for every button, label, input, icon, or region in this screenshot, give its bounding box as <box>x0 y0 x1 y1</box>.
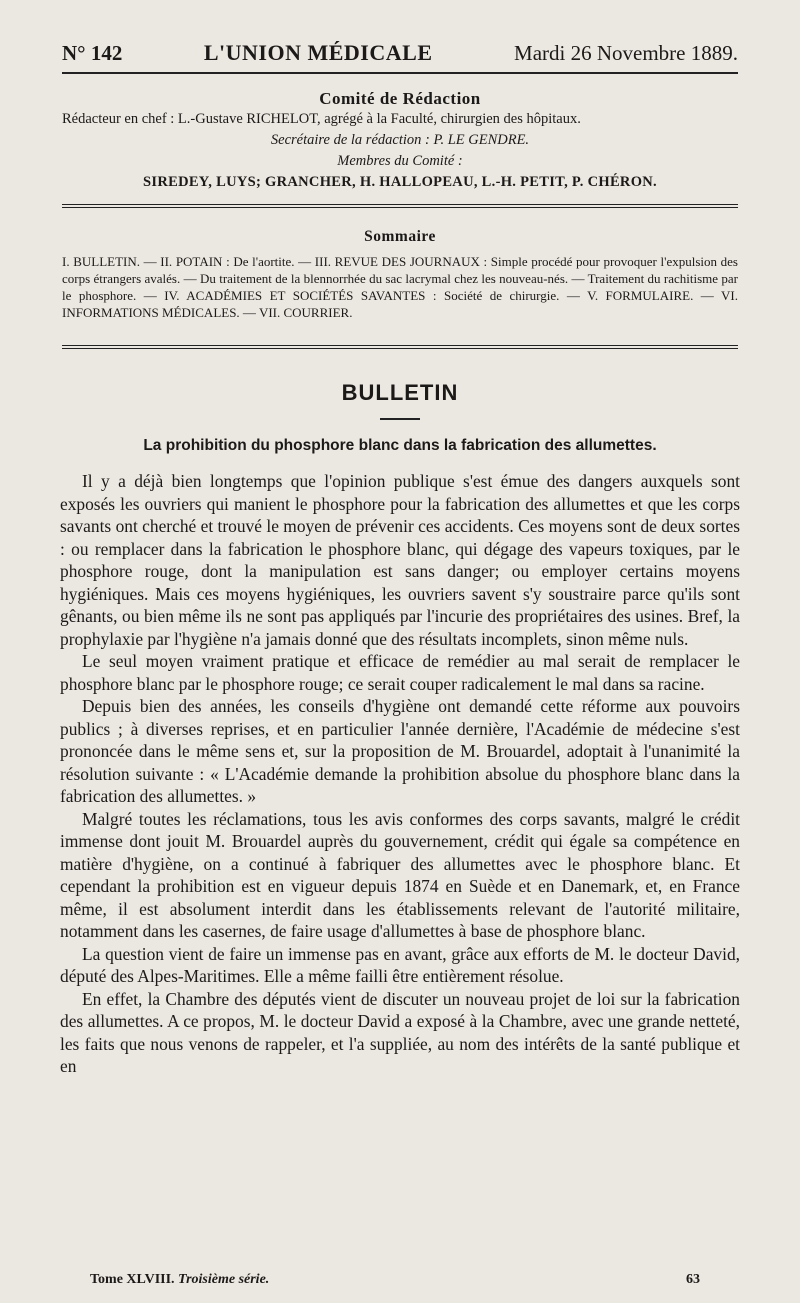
page-header <box>62 40 738 66</box>
journal-title: L'UNION MÉDICALE <box>203 40 433 65</box>
summary-rule <box>62 345 738 349</box>
issue-number: N° 142 <box>62 41 123 65</box>
bulletin-heading: BULLETIN <box>341 380 459 405</box>
editorial-secretary: Secrétaire de la rédaction : P. LE GENDRE. <box>270 132 530 148</box>
issue-date: Mardi 26 Novembre 1889. <box>514 41 738 65</box>
page-number: 63 <box>686 1272 700 1287</box>
article-paragraph: La question vient de faire un immense pas en avant, grâce aux efforts de M. le docteur David, député des Alpes-Maritimes. Elle a même failli être entièrement résolue. <box>60 943 740 986</box>
tome-label: Tome XLVIII. <box>90 1272 175 1287</box>
article-paragraph: Le seul moyen vraiment pratique et efficace de remédier au mal serait de remplacer le phosphore blanc par le phosphore rouge; ce serait couper radicalement le mal dans sa racine. <box>60 651 740 694</box>
article-body <box>60 470 740 1078</box>
committee-heading: Comité de Rédaction <box>319 89 481 108</box>
series-label: Troisième série. <box>178 1272 270 1287</box>
article-paragraph: Il y a déjà bien longtemps que l'opinion publique s'est émue des dangers auxquels sont exposés les ouvriers qui manient le phosphore pour la fabrication des allumettes et que les corps savants ont cherché et trouvé le moyen de prévenir ces accidents. Ces moyens sont de deux sortes : ou remplacer dans la fabrication le phosphore blanc, qui dégage des vapeurs toxiques, par le phosphore rouge, dont la manipulation est sans danger; ou employer certains moyens hygiéniques. Mais ces moyens hygiéniques, les ouvriers savent s'y soustraire parce qu'ils sont gênants, ou bien même ils ne sont pas appliqués par l'incurie des propriétaires des usines. Bref, la prophylaxie par l'hygiène n'a jamais donné que des résultats incomplets, sinon même nuls. <box>60 471 740 649</box>
page-footer <box>90 1272 700 1288</box>
committee-members: SIREDEY, LUYS; GRANCHER, H. HALLOPEAU, L.-H. PETIT, P. CHÉRON. <box>143 174 657 190</box>
members-label: Membres du Comité : <box>337 153 463 169</box>
article-paragraph: Depuis bien des années, les conseils d'hygiène ont demandé cette réforme aux pouvoirs publics ; à diverses reprises, et en particulier l'année dernière, l'Académie de médecine s'est prononcée dans le même sens et, sur la proposition de M. Brouardel, adoptait à l'unanimité la résolution suivante : « L'Académie demande la prohibition absolue du phosphore blanc dans la fabrication des allumettes. » <box>60 696 740 806</box>
bulletin-rule <box>380 418 420 420</box>
article-title: La prohibition du phosphore blanc dans la fabrication des allumettes. <box>143 437 657 454</box>
summary-heading: Sommaire <box>364 228 436 245</box>
committee-rule <box>62 204 738 208</box>
article-paragraph: Malgré toutes les réclamations, tous les avis conformes des corps savants, malgré le crédit immense dont jouit M. Brouardel auprès du gouvernement, crédit qui égale sa compétence en matière d'hygiène, on a continué à fabriquer des allumettes avec le phosphore blanc. Et cependant la prohibition est en vigueur depuis 1874 en Suède et en Danemark, et, en France même, il est absolument interdit dans les établissements relevant de l'autorité militaire, notamment dans les casernes, de faire usage d'allumettes à base de phosphore blanc. <box>60 808 740 941</box>
editor-in-chief: Rédacteur en chef : L.-Gustave RICHELOT, agrégé à la Faculté, chirurgien des hôpitaux. <box>62 111 581 127</box>
article-paragraph: En effet, la Chambre des députés vient de discuter un nouveau projet de loi sur la fabrication des allumettes. A ce propos, M. le docteur David a exposé à la Chambre, avec une grande netteté, les faits que nous venons de rappeler, et l'a suppliée, au nom des intérêts de la santé publique et en <box>60 988 740 1076</box>
summary-text: I. BULLETIN. — II. POTAIN : De l'aortite. — III. REVUE DES JOURNAUX : Simple procédé pour provoquer l'expulsion des corps étrangers avalés. — Du traitement de la blennorrhée du sac lacrymal chez les nouveau-nés. — Traitement du rachitisme par le phosphore. — IV. ACADÉMIES ET SOCIÉTÉS SAVANTES : Société de chirurgie. — V. FORMULAIRE. — VI. INFORMATIONS MÉDICALES. — VII. COURRIER. <box>62 254 738 320</box>
volume-info <box>90 1272 269 1288</box>
header-rule <box>62 72 738 74</box>
editorial-committee <box>62 88 738 193</box>
